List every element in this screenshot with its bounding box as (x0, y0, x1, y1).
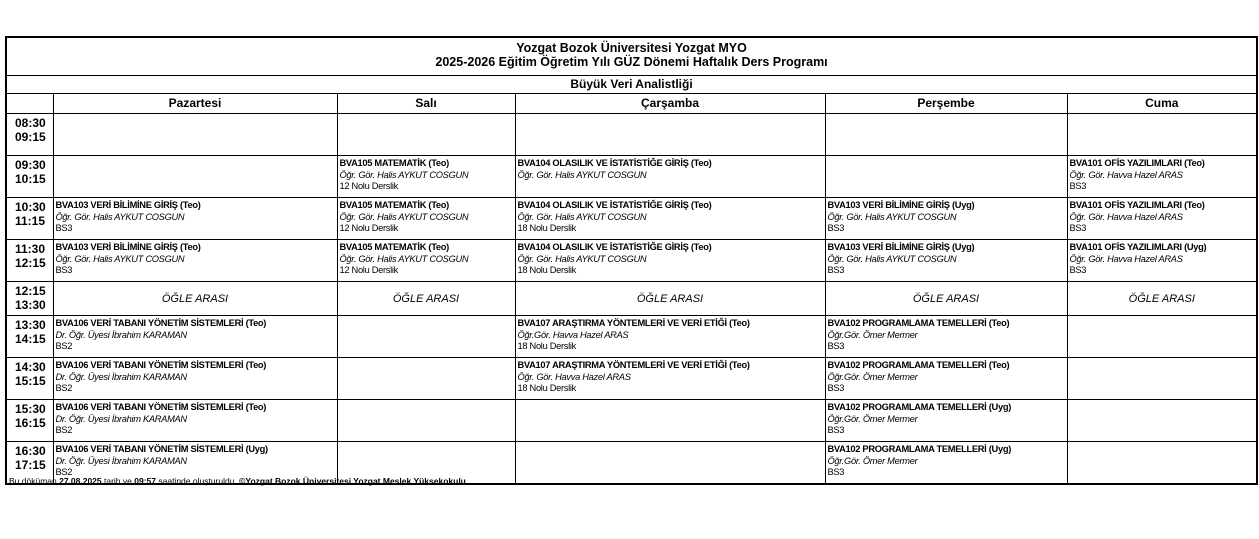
course-teacher: Dr. Öğr. Üyesi İbrahim KARAMAN (55, 329, 187, 340)
course-type: (Teo) (245, 318, 267, 328)
course-type: (Teo) (729, 318, 750, 328)
footer-text: tarih ve (101, 476, 135, 486)
time-end: 17:15 (15, 458, 46, 472)
course-type: (Uyg) (952, 242, 975, 252)
time-cell (6, 198, 53, 240)
course-title (828, 444, 1067, 456)
course-code: BVA104 OLASILIK VE İSTATİSTİĞE GİRİŞ (517, 158, 689, 168)
empty-cell (53, 114, 337, 156)
empty-cell (515, 400, 825, 442)
time-cell (6, 358, 53, 400)
empty-cell (1067, 114, 1257, 156)
department-name: Büyük Veri Analistliği (6, 76, 1257, 94)
course-type: (Teo) (1184, 158, 1205, 168)
day-header-row (6, 94, 1257, 114)
lunch-break-cell: ÖĞLE ARASI (337, 282, 515, 316)
course-type: (Teo) (245, 402, 267, 412)
empty-cell (337, 114, 515, 156)
course-cell (515, 198, 825, 240)
course-room: 18 Nolu Derslik (517, 223, 577, 233)
lunch-break-cell: ÖĞLE ARASI (515, 282, 825, 316)
course-cell (53, 198, 337, 240)
course-type: (Uyg) (245, 444, 268, 454)
footer-date: 27.08.2025 (59, 476, 102, 486)
course-code: BVA104 OLASILIK VE İSTATİSTİĞE GİRİŞ (517, 200, 689, 210)
course-code: BVA102 PROGRAMLAMA TEMELLERİ (827, 360, 987, 370)
course-teacher: Öğr. Gör. Havva Hazel ARAS (1069, 169, 1183, 180)
university-name: Yozgat Bozok Üniversitesi Yozgat MYO (516, 41, 747, 55)
empty-cell (337, 358, 515, 400)
course-teacher: Öğr. Gör. Havva Hazel ARAS (517, 371, 631, 382)
footer-text: Bu döküman (9, 476, 60, 486)
time-slot-row (6, 400, 1257, 442)
course-type: (Teo) (729, 360, 750, 370)
course-room: BS3 (55, 223, 73, 233)
time-start: 15:30 (15, 402, 46, 416)
course-code: BVA103 VERİ BİLİMİNE GİRİŞ (827, 242, 950, 252)
time-slot-row (6, 156, 1257, 198)
empty-cell (337, 400, 515, 442)
course-code: BVA102 PROGRAMLAMA TEMELLERİ (827, 318, 987, 328)
course-code: BVA102 PROGRAMLAMA TEMELLERİ (827, 402, 987, 412)
empty-cell (1067, 400, 1257, 442)
course-code: BVA106 VERİ TABANI YÖNETİM SİSTEMLERİ (55, 402, 244, 412)
empty-cell (1067, 316, 1257, 358)
time-start: 10:30 (15, 200, 46, 214)
course-cell (825, 240, 1067, 282)
course-room: BS3 (1069, 181, 1087, 191)
course-code: BVA107 ARAŞTIRMA YÖNTEMLERİ VE VERİ ETİĞİ (517, 360, 727, 370)
time-end: 14:15 (15, 332, 46, 346)
course-type: (Uyg) (1184, 242, 1207, 252)
course-room: BS2 (55, 467, 73, 477)
course-teacher: Öğr.Gör. Ömer Mermer (827, 413, 918, 424)
course-room: BS3 (827, 425, 845, 435)
course-teacher: Öğr. Gör. Halis AYKUT COSGUN (517, 169, 647, 180)
course-room: 18 Nolu Derslik (517, 265, 577, 275)
course-type: (Teo) (1184, 200, 1205, 210)
course-room: BS3 (1069, 265, 1087, 275)
course-teacher: Öğr.Gör. Ömer Mermer (827, 329, 918, 340)
schedule-table (5, 36, 1258, 485)
time-cell (6, 316, 53, 358)
course-room: 18 Nolu Derslik (517, 383, 577, 393)
time-cell (6, 156, 53, 198)
course-room: BS2 (55, 383, 73, 393)
course-type: (Teo) (988, 318, 1010, 328)
course-type: (Teo) (988, 360, 1010, 370)
course-title (56, 402, 337, 414)
course-cell (825, 358, 1067, 400)
course-code: BVA106 VERİ TABANI YÖNETİM SİSTEMLERİ (55, 318, 244, 328)
course-cell (825, 442, 1067, 485)
course-title (828, 200, 1067, 212)
course-title (340, 200, 515, 212)
course-type: (Teo) (245, 360, 267, 370)
course-title (828, 402, 1067, 414)
course-title (1070, 158, 1257, 170)
course-type: (Teo) (180, 200, 201, 210)
course-code: BVA105 MATEMATİK (339, 242, 427, 252)
empty-cell (337, 316, 515, 358)
course-code: BVA103 VERİ BİLİMİNE GİRİŞ (827, 200, 950, 210)
course-teacher: Öğr. Gör. Halis AYKUT COSGUN (339, 253, 469, 264)
time-end: 09:15 (15, 130, 46, 144)
time-slot-row (6, 316, 1257, 358)
day-header: Perşembe (825, 94, 1067, 114)
time-cell (6, 240, 53, 282)
course-title (1070, 242, 1257, 254)
course-room: BS3 (827, 223, 845, 233)
empty-cell (825, 156, 1067, 198)
course-type: (Uyg) (988, 444, 1012, 454)
course-type: (Teo) (690, 200, 712, 210)
course-teacher: Öğr. Gör. Halis AYKUT COSGUN (55, 253, 185, 264)
course-type: (Teo) (690, 158, 712, 168)
course-teacher: Öğr. Gör. Halis AYKUT COSGUN (55, 211, 185, 222)
time-slot-row (6, 358, 1257, 400)
time-end: 16:15 (15, 416, 46, 430)
time-start: 11:30 (15, 242, 46, 256)
course-title (518, 158, 825, 170)
time-slot-row (6, 198, 1257, 240)
course-room: BS3 (827, 265, 845, 275)
course-room: 18 Nolu Derslik (517, 341, 577, 351)
course-title (56, 318, 337, 330)
course-code: BVA105 MATEMATİK (339, 200, 427, 210)
course-room: BS3 (827, 467, 845, 477)
lunch-break-cell: ÖĞLE ARASI (1067, 282, 1257, 316)
course-room: BS2 (55, 341, 73, 351)
empty-cell (1067, 358, 1257, 400)
course-code: BVA103 VERİ BİLİMİNE GİRİŞ (55, 242, 178, 252)
lunch-break-cell: ÖĞLE ARASI (825, 282, 1067, 316)
course-title (518, 200, 825, 212)
course-teacher: Öğr. Gör. Halis AYKUT COSGUN (339, 211, 469, 222)
course-cell (515, 316, 825, 358)
footer-copyright: ©Yozgat Bozok Üniversitesi Yozgat Meslek Yüksekokulu (239, 476, 466, 486)
time-end: 10:15 (15, 172, 46, 186)
course-title (1070, 200, 1257, 212)
program-title: 2025-2026 Eğitim Öğretim Yılı GÜZ Dönemi Haftalık Ders Programı (435, 55, 828, 69)
day-header: Pazartesi (53, 94, 337, 114)
course-title (828, 318, 1067, 330)
time-header (6, 94, 53, 114)
course-teacher: Öğr.Gör. Havva Hazel ARAS (517, 329, 629, 340)
course-title (340, 242, 515, 254)
course-code: BVA101 OFİS YAZILIMLARI (1069, 158, 1182, 168)
schedule-document (5, 36, 1256, 485)
course-room: 12 Nolu Derslik (339, 181, 399, 191)
course-cell (825, 316, 1067, 358)
course-cell (53, 400, 337, 442)
footer-time: 09:57 (134, 476, 156, 486)
course-room: BS3 (55, 265, 73, 275)
course-code: BVA102 PROGRAMLAMA TEMELLERİ (827, 444, 987, 454)
time-start: 16:30 (15, 444, 46, 458)
course-cell (515, 156, 825, 198)
course-room: 12 Nolu Derslik (339, 265, 399, 275)
time-start: 08:30 (15, 116, 46, 130)
course-room: BS3 (827, 383, 845, 393)
course-title (518, 360, 825, 372)
course-teacher: Öğr. Gör. Halis AYKUT COSGUN (339, 169, 469, 180)
course-code: BVA106 VERİ TABANI YÖNETİM SİSTEMLERİ (55, 444, 244, 454)
course-title (56, 444, 337, 456)
course-teacher: Öğr. Gör. Havva Hazel ARAS (1069, 211, 1183, 222)
course-type: (Uyg) (952, 200, 975, 210)
course-cell (825, 400, 1067, 442)
course-teacher: Dr. Öğr. Üyesi İbrahim KARAMAN (55, 413, 187, 424)
course-code: BVA104 OLASILIK VE İSTATİSTİĞE GİRİŞ (517, 242, 689, 252)
course-type: (Uyg) (988, 402, 1012, 412)
day-header: Salı (337, 94, 515, 114)
course-teacher: Öğr.Gör. Ömer Mermer (827, 371, 918, 382)
course-cell (515, 240, 825, 282)
time-end: 11:15 (15, 214, 46, 228)
document-title (6, 37, 1257, 76)
course-teacher: Dr. Öğr. Üyesi İbrahim KARAMAN (55, 371, 187, 382)
course-code: BVA103 VERİ BİLİMİNE GİRİŞ (55, 200, 178, 210)
course-cell (337, 198, 515, 240)
time-slot-row (6, 114, 1257, 156)
course-title (340, 158, 515, 170)
course-cell (337, 156, 515, 198)
course-teacher: Öğr. Gör. Halis AYKUT COSGUN (517, 253, 647, 264)
course-title (828, 242, 1067, 254)
course-cell (825, 198, 1067, 240)
time-start: 09:30 (15, 158, 46, 172)
empty-cell (825, 114, 1067, 156)
footer-text: saatinde oluşturuldu. (156, 476, 240, 486)
time-start: 12:15 (15, 284, 46, 298)
time-start: 13:30 (15, 318, 46, 332)
course-room: BS3 (827, 341, 845, 351)
course-title (828, 360, 1067, 372)
course-teacher: Öğr. Gör. Havva Hazel ARAS (1069, 253, 1183, 264)
course-room: BS2 (55, 425, 73, 435)
lunch-row (6, 282, 1257, 316)
course-teacher: Öğr. Gör. Halis AYKUT COSGUN (827, 211, 957, 222)
course-title (56, 200, 337, 212)
course-cell (515, 358, 825, 400)
course-code: BVA105 MATEMATİK (339, 158, 427, 168)
lunch-break-cell: ÖĞLE ARASI (53, 282, 337, 316)
footer-note (9, 476, 466, 486)
course-type: (Teo) (428, 200, 449, 210)
day-header: Cuma (1067, 94, 1257, 114)
time-start: 14:30 (15, 360, 46, 374)
course-cell (53, 240, 337, 282)
empty-cell (515, 442, 825, 485)
empty-cell (53, 156, 337, 198)
course-code: BVA101 OFİS YAZILIMLARI (1069, 200, 1182, 210)
empty-cell (1067, 442, 1257, 485)
course-title (518, 242, 825, 254)
course-cell (53, 358, 337, 400)
time-cell (6, 114, 53, 156)
course-teacher: Dr. Öğr. Üyesi İbrahim KARAMAN (55, 455, 187, 466)
course-room: BS3 (1069, 223, 1087, 233)
schedule-body (6, 114, 1257, 485)
course-teacher: Öğr. Gör. Halis AYKUT COSGUN (827, 253, 957, 264)
time-cell (6, 400, 53, 442)
time-cell (6, 282, 53, 316)
course-room: 12 Nolu Derslik (339, 223, 399, 233)
course-title (56, 242, 337, 254)
course-title (56, 360, 337, 372)
course-cell (337, 240, 515, 282)
course-cell (1067, 156, 1257, 198)
course-title (518, 318, 825, 330)
course-cell (53, 316, 337, 358)
time-end: 12:15 (15, 256, 46, 270)
course-teacher: Öğr.Gör. Ömer Mermer (827, 455, 918, 466)
empty-cell (515, 114, 825, 156)
day-header: Çarşamba (515, 94, 825, 114)
course-cell (1067, 198, 1257, 240)
time-end: 15:15 (15, 374, 46, 388)
course-type: (Teo) (690, 242, 712, 252)
course-cell (1067, 240, 1257, 282)
course-type: (Teo) (428, 242, 449, 252)
course-code: BVA106 VERİ TABANI YÖNETİM SİSTEMLERİ (55, 360, 244, 370)
course-code: BVA101 OFİS YAZILIMLARI (1069, 242, 1182, 252)
course-type: (Teo) (180, 242, 201, 252)
course-teacher: Öğr. Gör. Halis AYKUT COSGUN (517, 211, 647, 222)
course-type: (Teo) (428, 158, 449, 168)
course-code: BVA107 ARAŞTIRMA YÖNTEMLERİ VE VERİ ETİĞİ (517, 318, 727, 328)
time-slot-row (6, 240, 1257, 282)
time-end: 13:30 (15, 298, 46, 312)
